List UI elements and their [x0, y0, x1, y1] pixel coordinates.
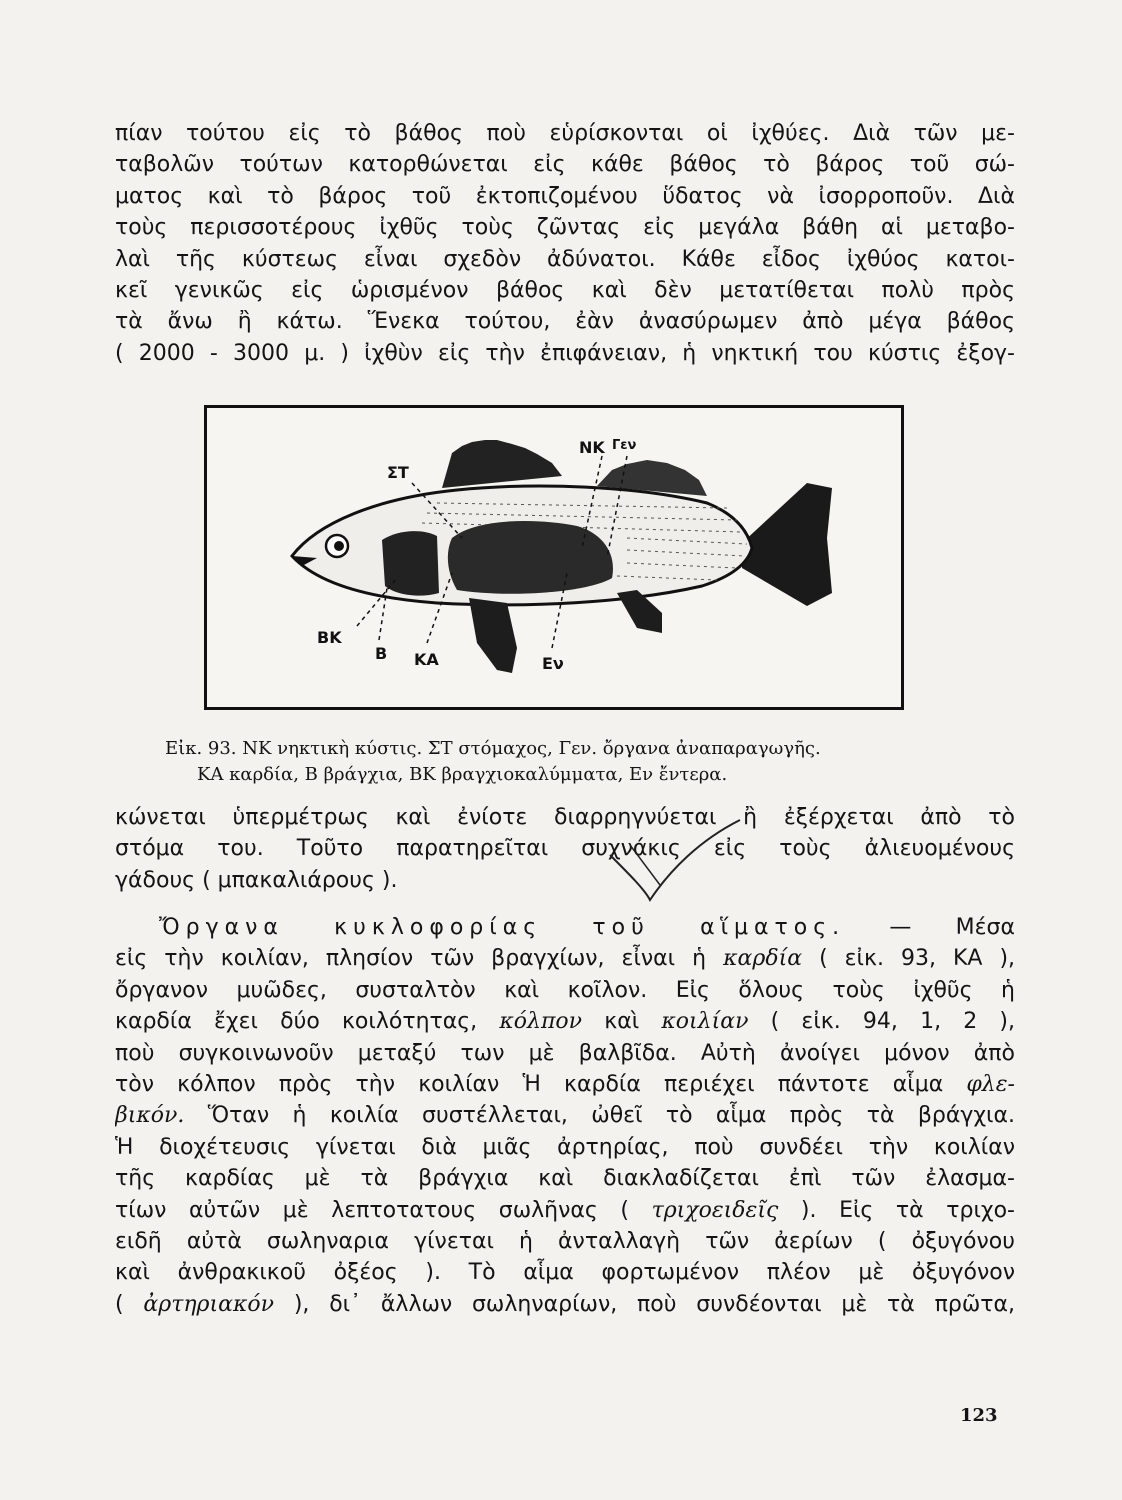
page-number: 123: [960, 1405, 998, 1426]
label-ka: ΚΑ: [414, 650, 439, 669]
pupil: [334, 541, 344, 551]
dorsal-fin-front: [442, 440, 562, 488]
text-line: τίων αὐτῶν μὲ λεπτοτατους σωλῆνας ( τριχοειδεῖς ). Εἰς τὰ τριχο-: [115, 1197, 1015, 1223]
section-heading-line: Ὄργανα κυκλοφορίας τοῦ αἵματος. — Μέσα: [159, 915, 1015, 940]
label-gen: Γεν: [612, 438, 637, 453]
text-line: Ἡ διοχέτευσις γίνεται διὰ μιᾶς ἀρτηρίας, ποὺ συνδέει τὴν κοιλίαν: [115, 1134, 1015, 1160]
fish-anatomy-figure: [204, 405, 904, 710]
text-line: κεῖ γενικῶς εἰς ὡρισμένον βάθος καὶ δὲν μετατίθεται πολὺ πρὸς: [115, 277, 1015, 303]
text-line: ( 2000 - 3000 μ. ) ἰχθὺν εἰς τὴν ἐπιφάνειαν, ἡ νηκτική του κύστις ἐξογ-: [115, 340, 1015, 366]
text-line: ποὺ συγκοινωνοῦν μεταξύ των μὲ βαλβῖδα. Αὐτὴ ἀνοίγει μόνον ἀπὸ: [115, 1040, 1015, 1066]
text-line: λαὶ τῆς κύστεως εἶναι σχεδὸν ἀδύνατοι. Κάθε εἶδος ἰχθύος κατοι-: [115, 246, 1015, 272]
paragraph-mid: [115, 802, 1015, 896]
anal-fin: [617, 590, 662, 633]
text-line: τὰ ἄνω ἢ κάτω. Ἕνεκα τούτου, ἐὰν ἀνασύρωμεν ἀπὸ μέγα βάθος: [115, 309, 1015, 335]
label-nk: ΝΚ: [579, 438, 605, 457]
figure-caption: [165, 736, 1015, 788]
text-line: τὸν κόλπον πρὸς τὴν κοιλίαν Ἡ καρδία περιέχει πάντοτε αἷμα φλε-: [115, 1071, 1015, 1097]
text-line: βικόν. Ὅταν ἡ κοιλία συστέλλεται, ὠθεῖ τὸ αἷμα πρὸς τὰ βράγχια.: [115, 1103, 1015, 1129]
text-line: εἰς τὴν κοιλίαν, πλησίον τῶν βραγχίων, εἶναι ἡ καρδία ( εἰκ. 93, ΚΑ ),: [115, 946, 1015, 972]
handwritten-check-mark: [590, 815, 770, 905]
text-line: στόμα του. Τοῦτο παρατηρεῖται συχνάκις εἰς τοὺς ἀλιευομένους: [115, 836, 1015, 862]
label-bk: ΒΚ: [317, 628, 342, 647]
text-line: καρδία ἔχει δύο κοιλότητας, κόλπον καὶ κοιλίαν ( εἰκ. 94, 1, 2 ),: [115, 1009, 1015, 1035]
text-line: τοὺς περισσοτέρους ἰχθῦς τοὺς ζῶντας εἰς μεγάλα βάθη αἱ μεταβο-: [115, 215, 1015, 241]
text-line: πίαν τούτου εἰς τὸ βάθος ποὺ εὑρίσκονται οἱ ἰχθύες. Διὰ τῶν με-: [115, 121, 1015, 146]
tail-fin: [742, 483, 832, 606]
label-b: Β: [375, 644, 388, 663]
text-line: τῆς καρδίας μὲ τὰ βράγχια καὶ διακλαδίζεται ἐπὶ τῶν ἐλασμα-: [115, 1166, 1015, 1192]
text-line: ματος καὶ τὸ βάρος τοῦ ἐκτοπιζομένου ὕδατος νὰ ἰσορροποῦν. Διὰ: [115, 183, 1015, 209]
pelvic-fin: [469, 598, 517, 673]
text-line: γάδους ( μπακαλιάρους ).: [115, 867, 398, 893]
label-st: ΣΤ: [387, 463, 409, 482]
text-line: κώνεται ὑπερμέτρως καὶ ἐνίοτε διαρρηγνύεται ἢ ἐξέρχεται ἀπὸ τὸ: [115, 805, 1015, 830]
paragraph-bottom: [115, 912, 1015, 1320]
text-line: καὶ ἀνθρακικοῦ ὀξέος ). Τὸ αἷμα φορτωμένον πλέον μὲ ὀξυγόνον: [115, 1260, 1015, 1286]
text-line: ταβολῶν τούτων κατορθώνεται εἰς κάθε βάθος τὸ βάρος τοῦ σώ-: [115, 152, 1015, 178]
paragraph-top: [115, 118, 1015, 369]
caption-line: Εἰκ. 93. ΝΚ νηκτικὴ κύστις. ΣΤ στόμαχος, Γεν. ὄργανα ἀναπαραγωγῆς.: [165, 738, 821, 759]
text-line: ( ἀρτηριακόν ), δι᾿ ἄλλων σωληναρίων, ποὺ συνδέονται μὲ τὰ πρῶτα,: [115, 1291, 1015, 1317]
label-en: Εν: [542, 654, 564, 673]
text-line: ὄργανον μυῶδες, συσταλτὸν καὶ κοῖλον. Εἰς ὅλους τοὺς ἰχθῦς ἡ: [115, 977, 1015, 1003]
internal-organs: [448, 521, 613, 594]
gill-cover: [382, 531, 439, 596]
text-line: ειδῆ αὐτὰ σωληναρια γίνεται ἡ ἀνταλλαγὴ τῶν ἀερίων ( ὀξυγόνου: [115, 1228, 1015, 1254]
caption-line: ΚΑ καρδία, Β βράγχια, ΒΚ βραγχιοκαλύμματα, Εν ἔντερα.: [197, 764, 728, 785]
section-heading: Ὄργανα κυκλοφορίας τοῦ αἵματος.: [159, 915, 846, 940]
